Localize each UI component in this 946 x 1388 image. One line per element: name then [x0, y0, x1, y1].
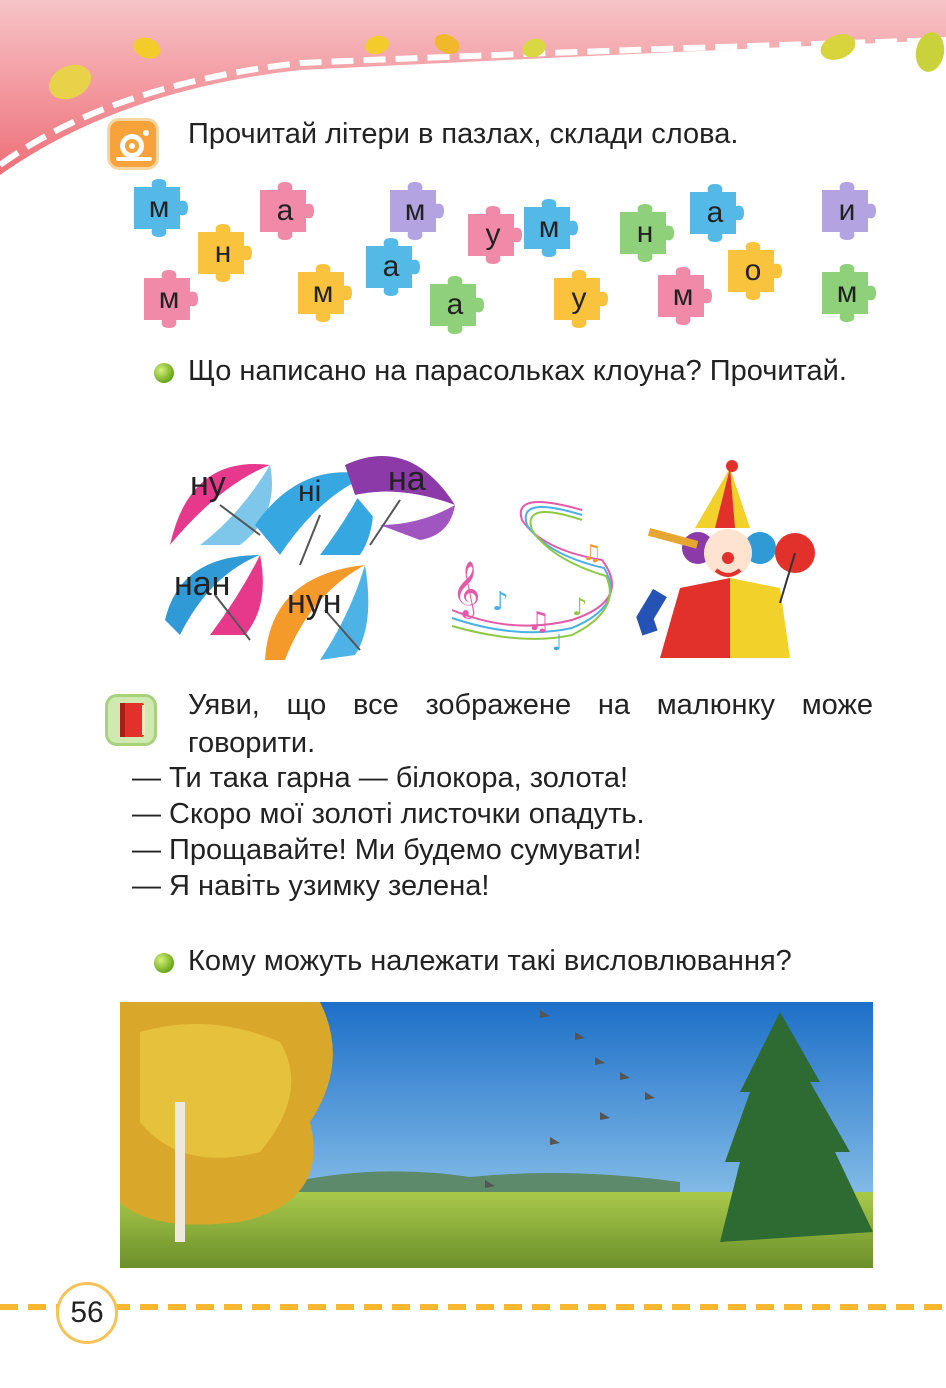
snail-icon [107, 118, 159, 170]
puzzle-letter: о [744, 254, 762, 287]
music-notes-illustration [432, 490, 632, 660]
puzzle-piece [128, 177, 190, 239]
svg-text:♩: ♩ [552, 631, 563, 656]
puzzle-piece [652, 265, 714, 327]
puzzle-piece [138, 268, 200, 330]
book-icon [105, 694, 157, 746]
puzzle-letter: и [838, 194, 856, 227]
umbrella-label: на [388, 460, 426, 498]
task1-instruction: Прочитай літери в пазлах, склади слова. [188, 118, 739, 150]
dialog-line: — Я навіть узимку зелена! [132, 870, 490, 902]
bullet-icon [154, 953, 174, 973]
umbrella-label: нун [287, 583, 342, 621]
puzzle-letter: а [446, 288, 464, 321]
puzzle-letter: а [382, 250, 400, 283]
puzzle-piece [518, 197, 580, 259]
puzzle-piece [722, 240, 784, 302]
puzzle-letter: м [404, 194, 426, 227]
puzzle-piece [614, 202, 676, 264]
puzzle-letter: м [312, 276, 334, 309]
puzzle-piece [548, 268, 610, 330]
task3-instruction: Уяви, що все зображене на малюнку може говорити. [188, 689, 873, 759]
puzzle-piece [424, 274, 486, 336]
puzzle-letter: н [214, 236, 232, 269]
dialog-line: — Скоро мої золоті листочки опадуть. [132, 798, 645, 830]
puzzle-letter: м [158, 282, 180, 315]
dialog-line: — Ти така гарна — білокора, золота! [132, 762, 629, 794]
puzzle-piece [462, 204, 524, 266]
puzzle-letter: у [571, 282, 587, 315]
puzzle-piece [192, 222, 254, 284]
page-number: 56 [56, 1282, 118, 1344]
puzzle-piece [684, 182, 746, 244]
puzzle-piece [816, 262, 878, 324]
umbrella-label: нан [174, 565, 231, 603]
bullet-icon [154, 363, 174, 383]
dialog-line: — Прощавайте! Ми будемо сумувати! [132, 834, 642, 866]
puzzle-piece [254, 180, 316, 242]
svg-text:𝄞: 𝄞 [452, 561, 481, 617]
puzzle-letter: а [706, 196, 724, 229]
puzzle-letter: м [672, 279, 694, 312]
puzzle-letter: м [538, 211, 560, 244]
task4-question: Кому можуть належати такі висловлювання? [188, 945, 792, 977]
puzzle-piece [384, 180, 446, 242]
landscape-photo [120, 1002, 873, 1268]
svg-text:♪: ♪ [492, 587, 509, 617]
puzzle-letter: м [836, 276, 858, 309]
svg-text:♪: ♪ [572, 593, 588, 621]
svg-text:♫: ♫ [527, 607, 551, 637]
puzzle-letter: м [148, 191, 170, 224]
umbrella-label: ну [190, 465, 226, 503]
puzzle-piece [360, 236, 422, 298]
svg-text:♫: ♫ [582, 541, 602, 566]
umbrella-label: ні [298, 475, 322, 508]
puzzle-piece [816, 180, 878, 242]
footer-dashed-line [0, 1302, 946, 1312]
task2-question: Що написано на парасольках клоуна? Прочитай. [188, 355, 847, 387]
puzzle-letter: а [276, 194, 294, 227]
puzzle-piece [292, 262, 354, 324]
clown-illustration [620, 458, 820, 658]
puzzle-letter: у [485, 218, 501, 251]
puzzle-letter: н [636, 216, 654, 249]
